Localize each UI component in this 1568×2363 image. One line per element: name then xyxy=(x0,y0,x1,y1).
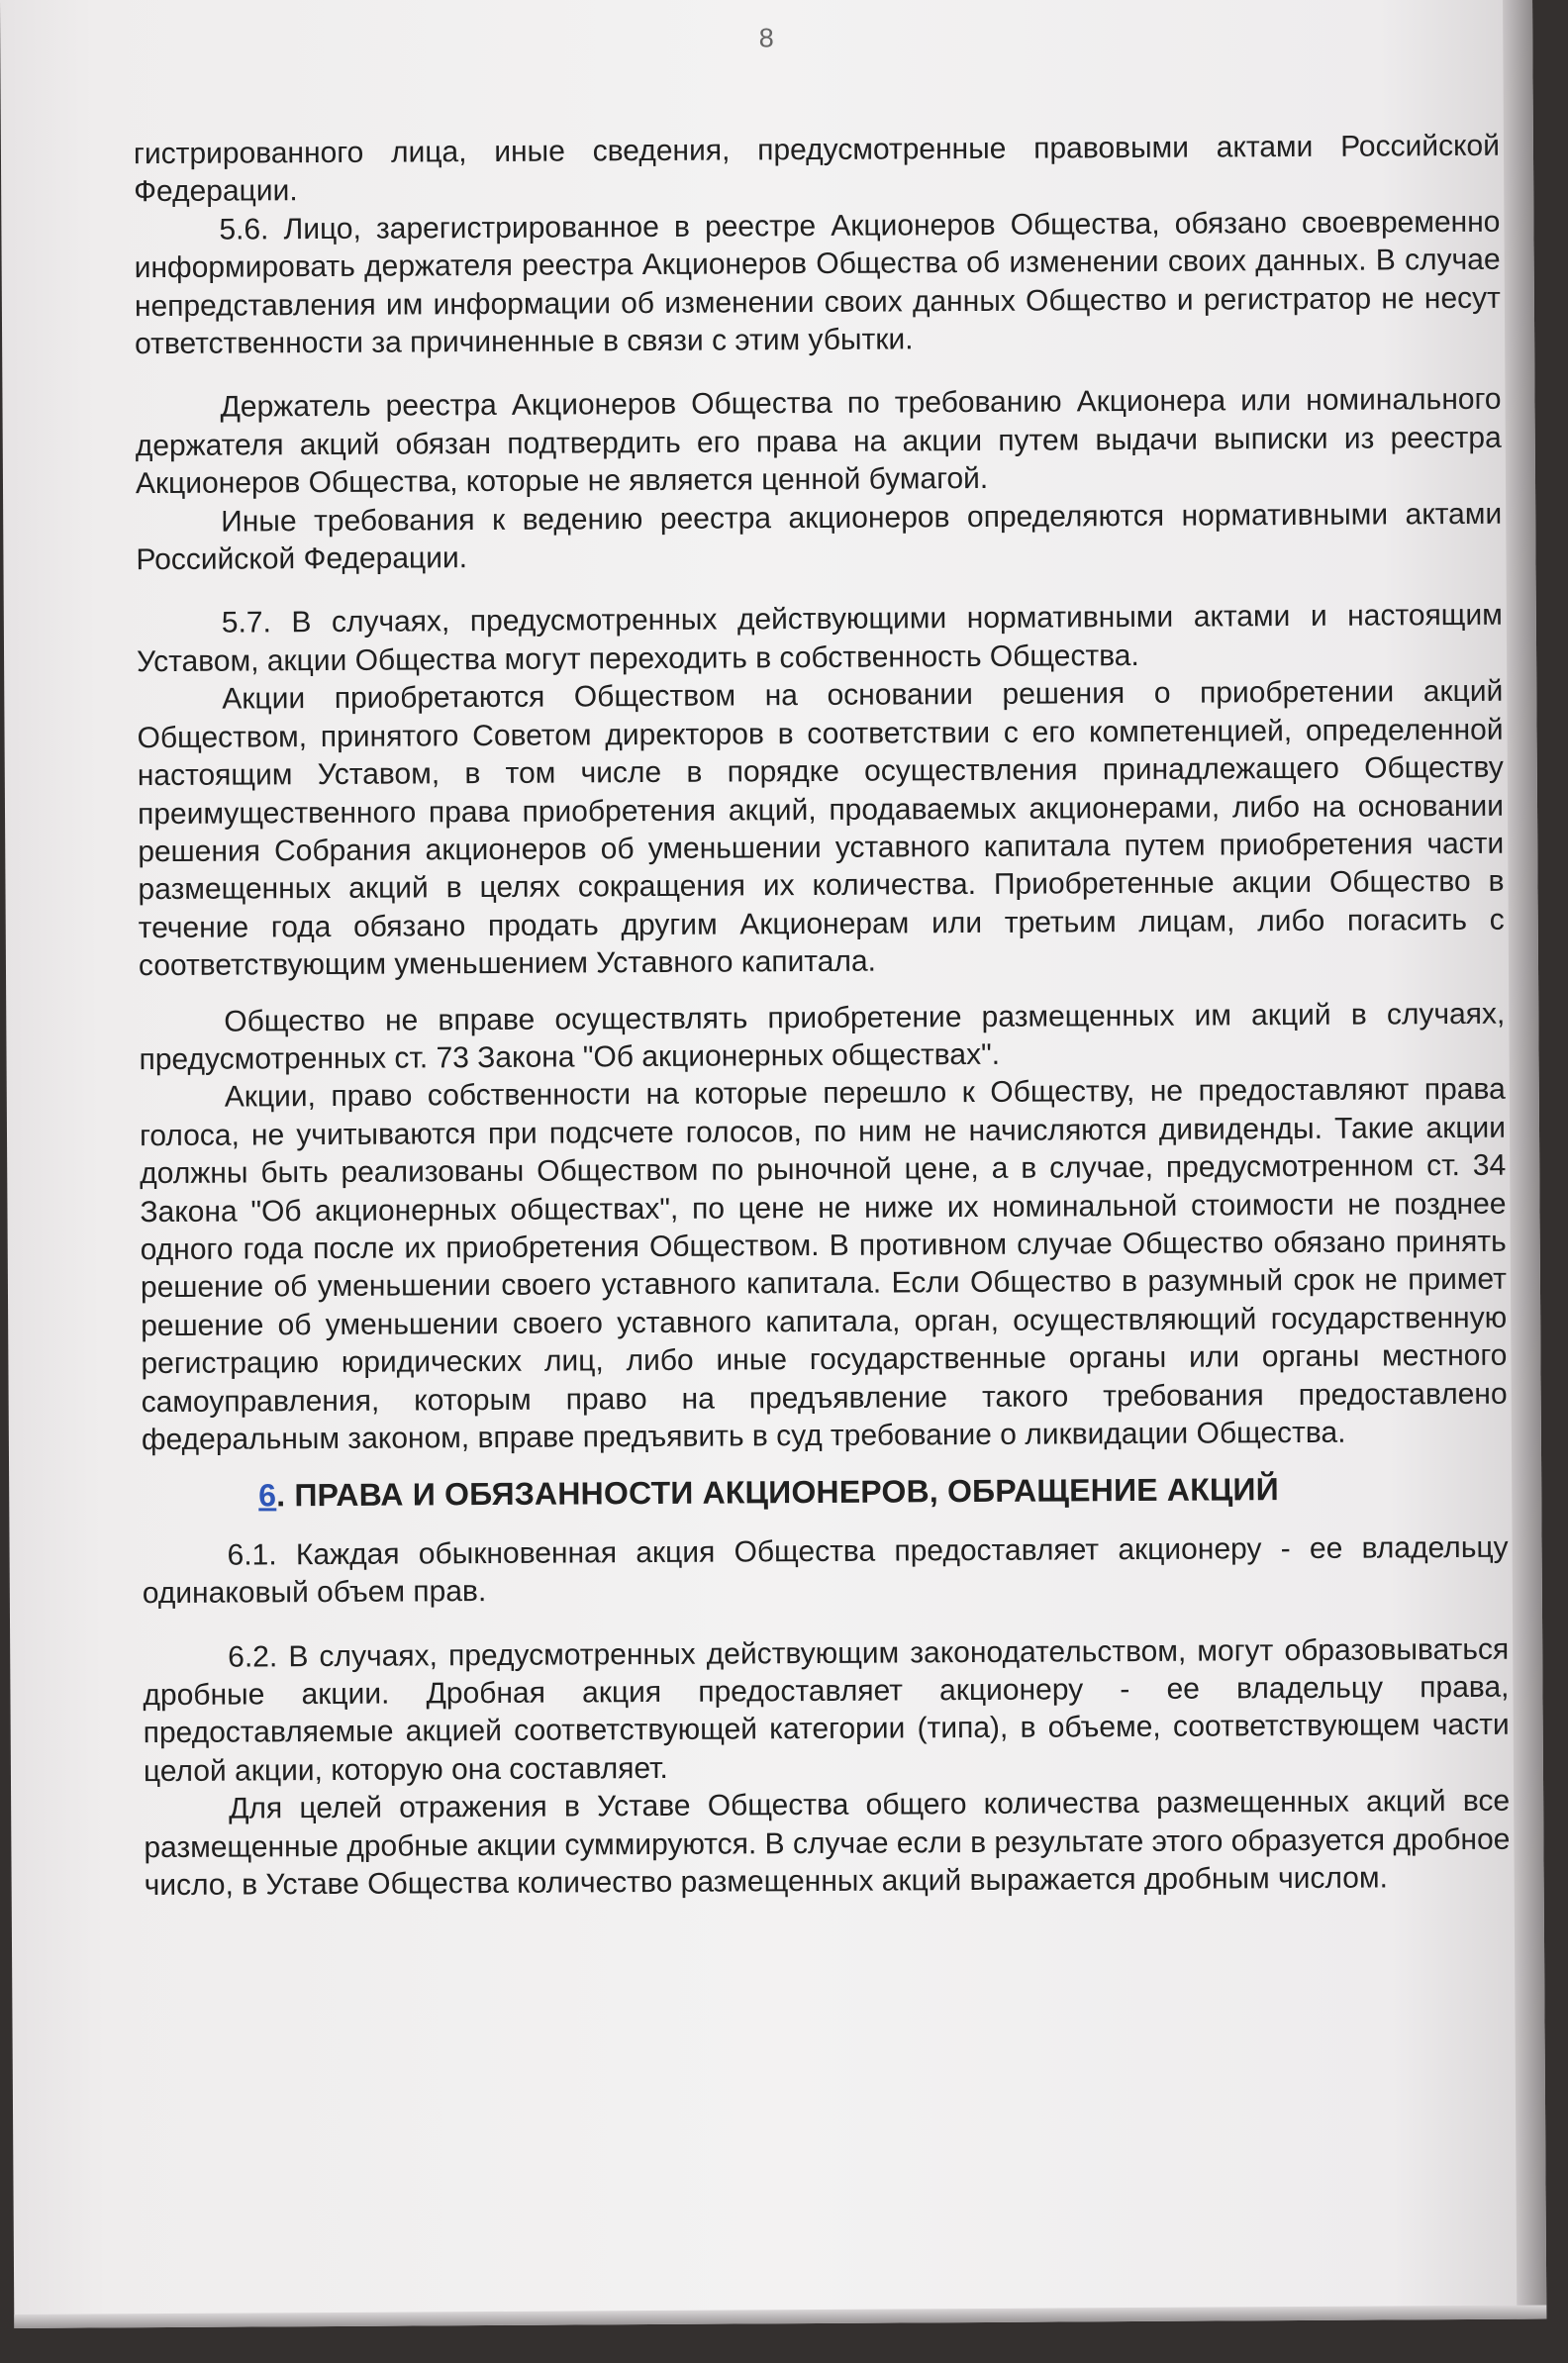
page-edge-bottom xyxy=(14,2306,1546,2328)
section-heading xyxy=(142,1469,1508,1516)
paragraph-fractional-shares: Для целей отражения в Уставе Общества общего количества размещенных акций все размещенные дробные акции суммируются. В случае если в результате этого образуется дробное число, в Уставе Общества количество размещенных акций выражается дробным числом. xyxy=(144,1784,1511,1903)
paragraph-acquisition-restriction: Общество не вправе осуществлять приобретение размещенных им акций в случаях, предусмотренных ст. 73 Закона "Об акционерных обществах". xyxy=(139,997,1506,1077)
paragraph-5-7: 5.7. В случаях, предусмотренных действующими нормативными актами и настоящим Уставом, акции Общества могут переходить в собственность Общества. xyxy=(136,599,1503,679)
paragraph-6-1: 6.1. Каждая обыкновенная акция Общества предоставляет акционеру - ее владельцу одинаковый объем прав. xyxy=(142,1530,1509,1611)
paragraph-continuation: гистрированного лица, иные сведения, предусмотренные правовыми актами Российской Федерации. xyxy=(133,129,1501,209)
paragraph-share-acquisition: Акции приобретаются Обществом на основании решения о приобретении акций Обществом, принятого Советом директоров в соответствии с его компетенцией, определенной настоящим Уставом, в том числе в порядке осуществления принадлежащего Обществу преимущественного права приобретения акций, продаваемых акционерами, либо на основании решения Собрания акционеров об уменьшении уставного капитала путем приобретения части размещенных акций в целях сокращения их количества. Приобретенные акции Общество в течение года обязано продать другим Акционерам или третьим лицам, либо погасить с соответствующим уменьшением Уставного капитала. xyxy=(137,675,1505,983)
paragraph-registry-requirements: Иные требования к ведению реестра акционеров определяются нормативными актами Российской Федерации. xyxy=(136,497,1503,577)
section-title: . ПРАВА И ОБЯЗАННОСТИ АКЦИОНЕРОВ, ОБРАЩЕНИЕ АКЦИЙ xyxy=(276,1471,1279,1514)
paragraph-6-2: 6.2. В случаях, предусмотренных действующим законодательством, могут образовываться дробные акции. Дробная акция предоставляет акционеру - ее владельцу права, предоставляемые акцией соответствующей категории (типа), в объеме, соответствующем части целой акции, которую она составляет. xyxy=(143,1632,1510,1788)
page-edge-right xyxy=(1503,0,1546,2319)
document-body xyxy=(134,128,1511,1906)
section-number-link[interactable]: 6 xyxy=(258,1477,277,1514)
page-number: 8 xyxy=(758,23,774,53)
paragraph-registry-holder: Держатель реестра Акционеров Общества по требованию Акционера или номинального держателя акций обязан подтвердить его права на акции путем выдачи выписки из реестра Акционеров Общества, которые не является ценной бумагой. xyxy=(135,383,1502,501)
paragraph-5-6: 5.6. Лицо, зарегистрированное в реестре Акционеров Общества, обязано своевременно информировать держателя реестра Акционеров Общества об изменении своих данных. В случае непредставления им информации об изменении своих данных Общество и регистратор не несут ответственности за причиненные в связи с этим убытки. xyxy=(134,205,1501,361)
paragraph-owned-shares: Акции, право собственности на которые перешло к Обществу, не предоставляют права голоса, не учитываются при подсчете голосов, по ним не начисляются дивиденды. Такие акции должны быть реализованы Обществом по рыночной цене, а в случае, предусмотренном ст. 34 Закона "Об акционерных обществах", по цене не ниже их номинальной стоимости не позднее одного года после их приобретения Обществом. В противном случае Общество обязано принять решение об уменьшении своего уставного капитала. Если Общество в разумный срок не примет решение об уменьшении своего уставного капитала, орган, осуществляющий государственную регистрацию юридических лиц, либо иные государственные органы или органы местного самоуправления, которым право на предъявление такого требования предоставлено федеральным законом, вправе предъявить в суд требование о ликвидации Общества. xyxy=(139,1073,1508,1457)
